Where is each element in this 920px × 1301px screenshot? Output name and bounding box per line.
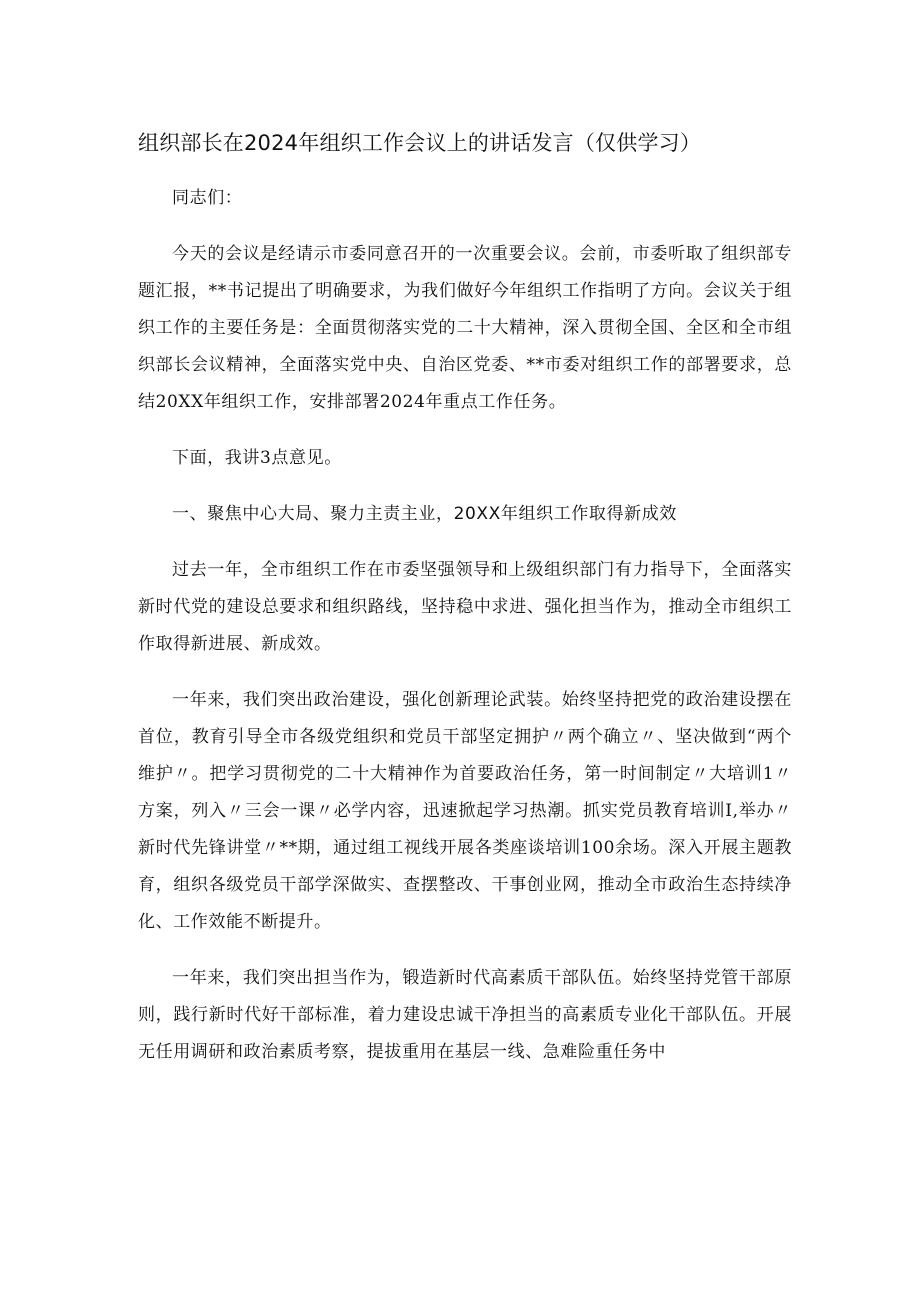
document-title: 组织部长在2024年组织工作会议上的讲话发言（仅供学习） [138, 131, 702, 155]
document-body [138, 180, 792, 1071]
body-paragraph: 一年来，我们突出政治建设，强化创新理论武装。始终坚持把党的政治建设摆在首位，教育引导全市各级党组织和党员干部坚定拥护〃两个确立〃、坚决做到“两个维护〃。把学习贯彻党的二十大精神作为首要政治任务，第一时间制定〃大培训1〃方案，列入〃三会一课〃必学内容，迅速掀起学习热潮。抓实党员教育培训I,举办〃新时代先锋讲堂〃**期，通过组工视线开展各类座谈培训100余场。深入开展主题教育，组织各级党员干部学深做实、查摆整改、干事创业网，推动全市政治生态持续净化、工作效能不断提升。 [138, 690, 792, 932]
section-heading: 一、聚焦中心大局、聚力主责主业，20XX年组织工作取得新成效 [172, 504, 677, 524]
salutation-paragraph: 同志们： [172, 188, 243, 208]
body-paragraph: 今天的会议是经请示市委同意召开的一次重要会议。会前，市委听取了组织部专题汇报，**书记提出了明确要求，为我们做好今年组织工作指明了方向。会议关于组织工作的主要任务是：全面贯彻落实党的二十大精神，深入贯彻全国、全区和全市组织部长会议精神，全面落实党中央、自治区党委、**市委对组织工作的部署要求，总结20XX年组织工作，安排部署2024年重点工作任务。 [138, 244, 792, 412]
body-paragraph: 下面，我讲3点意见。 [172, 448, 342, 468]
body-paragraph: 过去一年，全市组织工作在市委坚强领导和上级组织部门有力指导下，全面落实新时代党的建设总要求和组织路线，坚持稳中求进、强化担当作为，推动全市组织工作取得新进展、新成效。 [138, 560, 792, 654]
body-paragraph: 一年来，我们突出担当作为，锻造新时代高素质干部队伍。始终坚持党管干部原则，践行新时代好干部标准，着力建设忠诚干净担当的高素质专业化干部队伍。开展无任用调研和政治素质考察，提拔重用在基层一线、急难险重任务中 [138, 968, 792, 1062]
